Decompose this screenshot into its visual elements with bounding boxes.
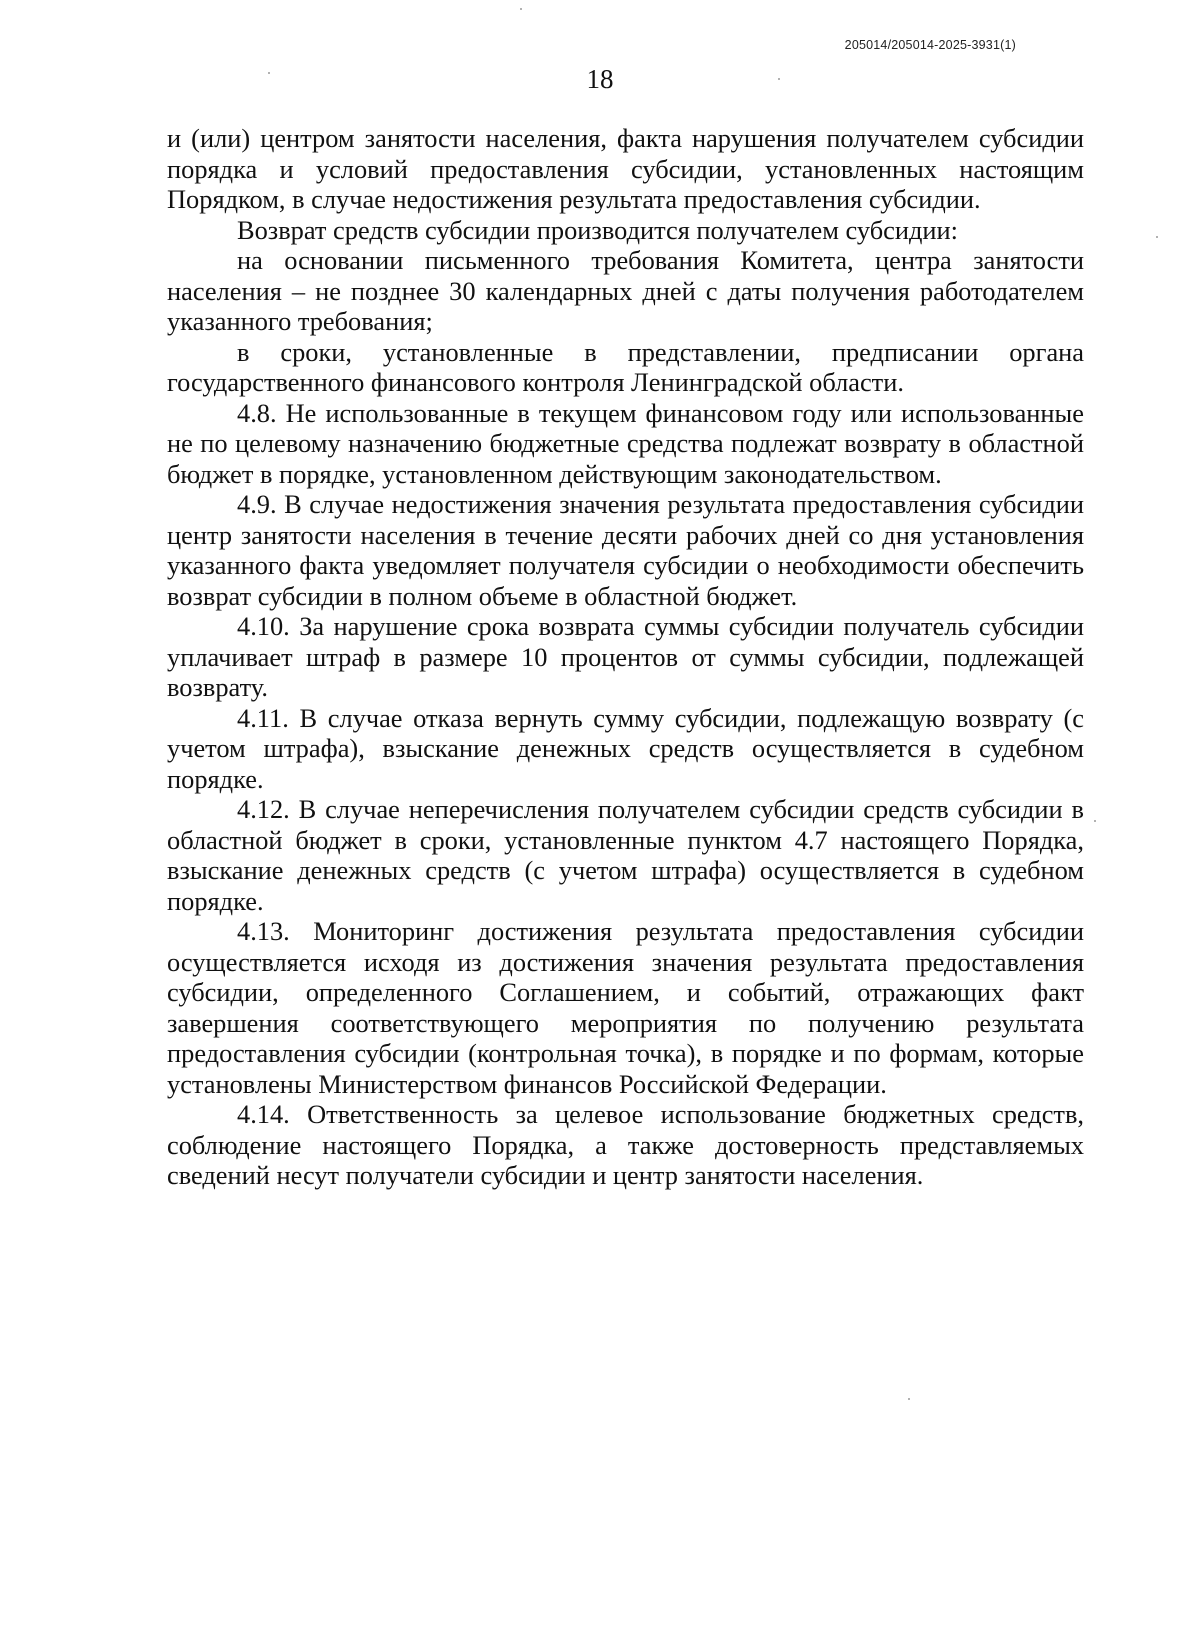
paragraph-refund-intro: Возврат средств субсидии производится получателем субсидии: (237, 214, 958, 245)
paragraph-refund-control-order: в сроки, установленные в представлении, предписании органа государственного финансового контроля Ленинградской области. (167, 336, 1084, 397)
page-number: 18 (586, 64, 614, 94)
paragraph-4-10: 4.10. За нарушение срока возврата суммы субсидии получатель субсидии уплачивает штраф в размере 10 процентов от суммы субсидии, подлежащей возврату. (167, 611, 1084, 702)
scan-speck (268, 72, 270, 74)
scan-speck (778, 78, 780, 80)
document-registration-code: 205014/205014-2025-3931(1) (844, 38, 1016, 52)
paragraph-4-13: 4.13. Мониторинг достижения результата предоставления субсидии осуществляется исходя из достижения значения результата предоставления субсидии, определенного Соглашением, и событий, отражающих факт завершения соответствующего мероприятия по получению результата предоставления субсидии (контрольная точка), в порядке и по формам, которые установлены Министерством финансов Российской Федерации. (167, 916, 1084, 1099)
paragraph-4-11: 4.11. В случае отказа вернуть сумму субсидии, подлежащую возврату (с учетом штрафа), взыскание денежных средств осуществляется в судебном порядке. (167, 702, 1084, 794)
paragraph-refund-written-demand: на основании письменного требования Комитета, центра занятости населения – не позднее 30 календарных дней с даты получения работодателем указанного требования; (167, 245, 1084, 336)
document-body (167, 123, 1084, 1191)
scan-speck (908, 1398, 910, 1400)
paragraph-continuation: и (или) центром занятости населения, факта нарушения получателем субсидии порядка и условий предоставления субсидии, установленных настоящим Порядком, в случае недостижения результата предоставления субсидии. (167, 123, 1084, 214)
scan-speck (1094, 820, 1096, 822)
scan-speck (1156, 236, 1158, 238)
paragraph-4-14: 4.14. Ответственность за целевое использование бюджетных средств, соблюдение настоящего Порядка, а также достоверность представляемых сведений несут получатели субсидии и центр занятости населения. (167, 1099, 1084, 1190)
paragraph-4-8: 4.8. Не использованные в текущем финансовом году или использованные не по целевому назначению бюджетные средства подлежат возврату в областной бюджет в порядке, установленном действующим законодательством. (167, 397, 1084, 489)
paragraph-4-12: 4.12. В случае неперечисления получателем субсидии средств субсидии в областной бюджет в сроки, установленные пунктом 4.7 настоящего Порядка, взыскание денежных средств (с учетом штрафа) осуществляется в судебном порядке. (167, 794, 1084, 916)
scan-speck (520, 8, 522, 10)
paragraph-4-9: 4.9. В случае недостижения значения результата предоставления субсидии центр занятости населения в течение десяти рабочих дней со дня установления указанного факта уведомляет получателя субсидии о необходимости обеспечить возврат субсидии в полном объеме в областной бюджет. (167, 489, 1084, 611)
